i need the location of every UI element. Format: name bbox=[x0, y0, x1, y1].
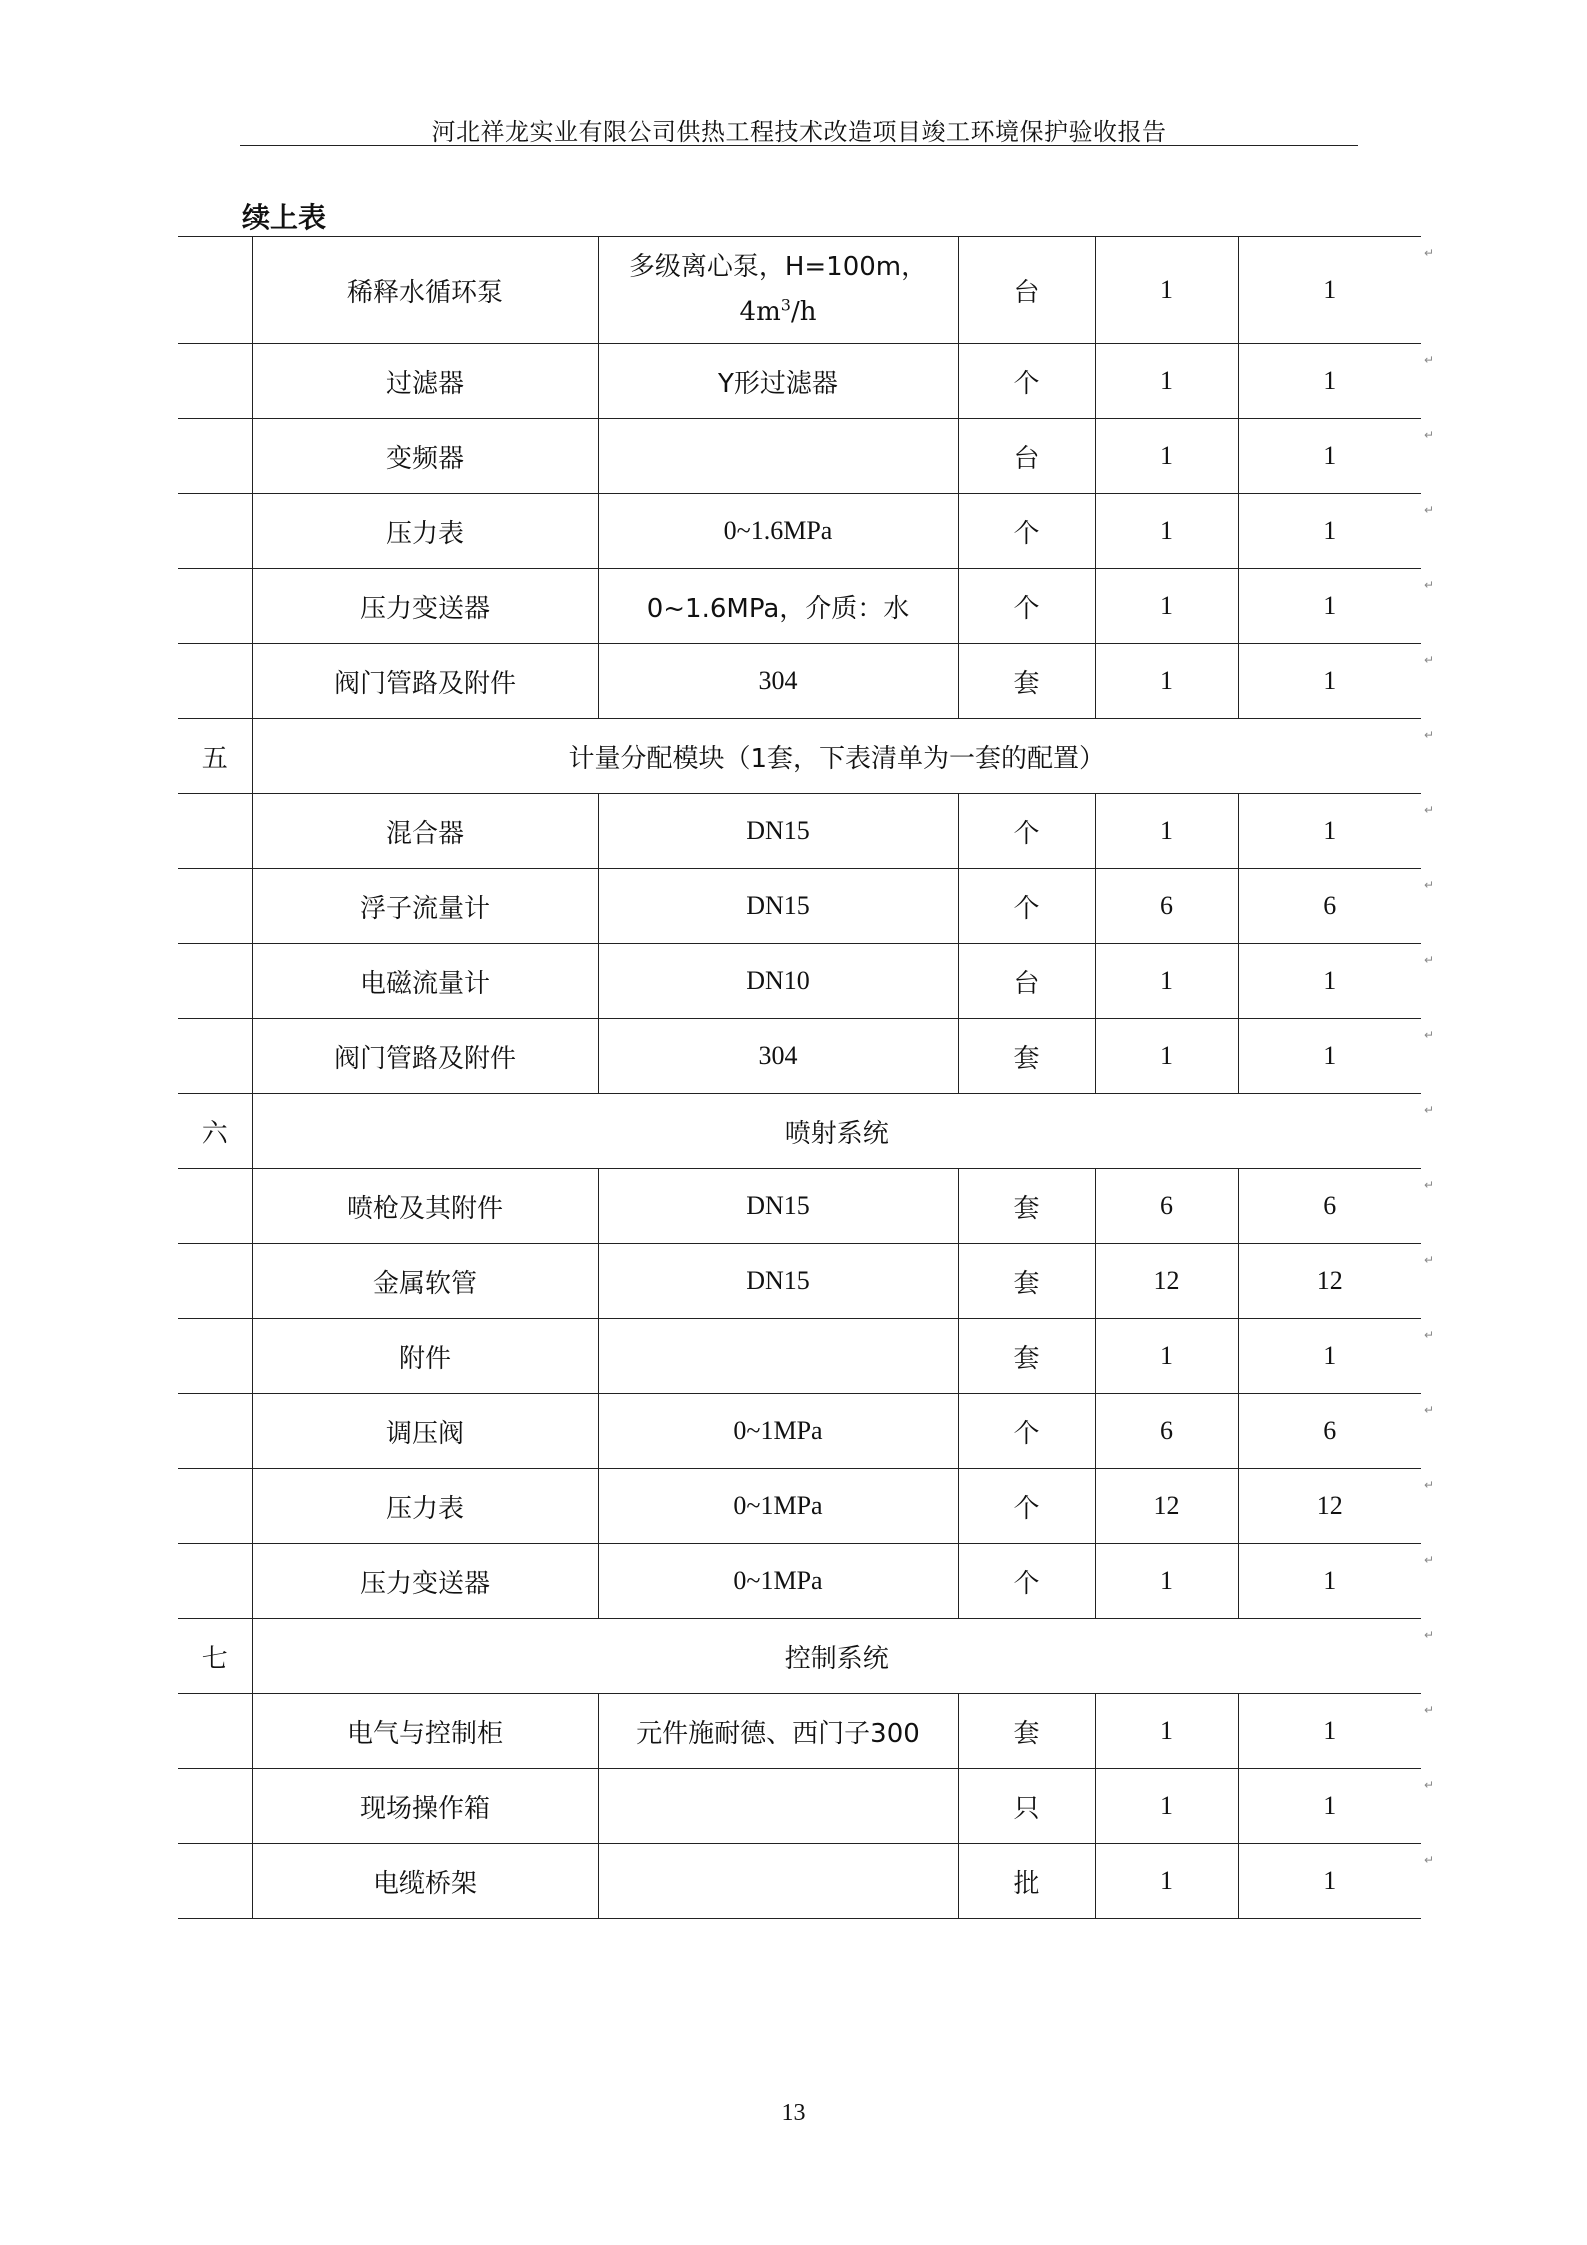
index-cell bbox=[178, 494, 252, 569]
actual-qty-cell: 12 bbox=[1238, 1469, 1421, 1544]
paragraph-mark-icon: ↵ bbox=[1424, 1328, 1435, 1342]
paragraph-mark-icon: ↵ bbox=[1424, 578, 1435, 592]
index-cell bbox=[178, 569, 252, 644]
table-row bbox=[178, 794, 1421, 869]
spec-cell bbox=[598, 1769, 958, 1844]
table-row bbox=[178, 1694, 1421, 1769]
paragraph-mark-icon: ↵ bbox=[1424, 1253, 1435, 1267]
table-row bbox=[178, 644, 1421, 719]
item-name-cell: 电缆桥架 bbox=[252, 1844, 598, 1919]
spec-cell: 元件施耐德、西门子300 bbox=[598, 1694, 958, 1769]
design-qty-cell: 1 bbox=[1095, 419, 1238, 494]
table-row bbox=[178, 1394, 1421, 1469]
spec-cell: DN10 bbox=[598, 944, 958, 1019]
spec-cell: 0~1.6MPa bbox=[598, 494, 958, 569]
spec-cell: 0~1MPa bbox=[598, 1544, 958, 1619]
unit-cell: 套 bbox=[958, 1319, 1095, 1394]
equipment-table bbox=[178, 236, 1421, 1919]
actual-qty-cell: 1 bbox=[1238, 1019, 1421, 1094]
spec-cell: DN15 bbox=[598, 794, 958, 869]
unit-cell: 批 bbox=[958, 1844, 1095, 1919]
unit-cell: 套 bbox=[958, 1019, 1095, 1094]
paragraph-mark-icon: ↵ bbox=[1424, 1853, 1435, 1867]
actual-qty-cell: 1 bbox=[1238, 419, 1421, 494]
spec-cell: 0~1.6MPa，介质：水 bbox=[598, 569, 958, 644]
design-qty-cell: 12 bbox=[1095, 1469, 1238, 1544]
spec-cell: DN15 bbox=[598, 1169, 958, 1244]
design-qty-cell: 1 bbox=[1095, 569, 1238, 644]
paragraph-mark-icon: ↵ bbox=[1424, 503, 1435, 517]
item-name-cell: 压力表 bbox=[252, 1469, 598, 1544]
design-qty-cell: 1 bbox=[1095, 1844, 1238, 1919]
actual-qty-cell: 1 bbox=[1238, 794, 1421, 869]
table-row bbox=[178, 1019, 1421, 1094]
unit-cell: 个 bbox=[958, 794, 1095, 869]
index-cell bbox=[178, 1394, 252, 1469]
design-qty-cell: 1 bbox=[1095, 237, 1238, 344]
unit-cell: 套 bbox=[958, 1694, 1095, 1769]
index-cell bbox=[178, 1469, 252, 1544]
table-row bbox=[178, 494, 1421, 569]
actual-qty-cell: 1 bbox=[1238, 1319, 1421, 1394]
paragraph-mark-icon: ↵ bbox=[1424, 1103, 1435, 1117]
index-cell bbox=[178, 344, 252, 419]
paragraph-mark-icon: ↵ bbox=[1424, 428, 1435, 442]
table-row bbox=[178, 944, 1421, 1019]
item-name-cell: 附件 bbox=[252, 1319, 598, 1394]
actual-qty-cell: 1 bbox=[1238, 1844, 1421, 1919]
unit-cell: 套 bbox=[958, 644, 1095, 719]
paragraph-mark-icon: ↵ bbox=[1424, 1703, 1435, 1717]
spec-cell: DN15 bbox=[598, 869, 958, 944]
table-row bbox=[178, 869, 1421, 944]
design-qty-cell: 12 bbox=[1095, 1244, 1238, 1319]
unit-cell: 只 bbox=[958, 1769, 1095, 1844]
item-name-cell: 稀释水循环泵 bbox=[252, 237, 598, 344]
index-cell bbox=[178, 1769, 252, 1844]
unit-cell: 台 bbox=[958, 944, 1095, 1019]
item-name-cell: 压力变送器 bbox=[252, 1544, 598, 1619]
page-number: 13 bbox=[781, 2100, 806, 2126]
paragraph-mark-icon: ↵ bbox=[1424, 953, 1435, 967]
table-row bbox=[178, 1544, 1421, 1619]
design-qty-cell: 1 bbox=[1095, 794, 1238, 869]
actual-qty-cell: 1 bbox=[1238, 1544, 1421, 1619]
table-row bbox=[178, 1244, 1421, 1319]
actual-qty-cell: 1 bbox=[1238, 237, 1421, 344]
item-name-cell: 浮子流量计 bbox=[252, 869, 598, 944]
design-qty-cell: 1 bbox=[1095, 494, 1238, 569]
paragraph-mark-icon: ↵ bbox=[1424, 1553, 1435, 1567]
table-row bbox=[178, 1169, 1421, 1244]
item-name-cell: 阀门管路及附件 bbox=[252, 1019, 598, 1094]
paragraph-mark-icon: ↵ bbox=[1424, 803, 1435, 817]
actual-qty-cell: 1 bbox=[1238, 494, 1421, 569]
section-index-cell: 五 bbox=[178, 719, 252, 794]
paragraph-mark-icon: ↵ bbox=[1424, 1403, 1435, 1417]
section-row bbox=[178, 719, 1421, 794]
item-name-cell: 压力变送器 bbox=[252, 569, 598, 644]
actual-qty-cell: 1 bbox=[1238, 1769, 1421, 1844]
unit-cell: 个 bbox=[958, 569, 1095, 644]
spec-cell bbox=[598, 1844, 958, 1919]
paragraph-mark-icon: ↵ bbox=[1424, 246, 1435, 260]
table-row bbox=[178, 1469, 1421, 1544]
index-cell bbox=[178, 1169, 252, 1244]
paragraph-mark-icon: ↵ bbox=[1424, 728, 1435, 742]
header-rule bbox=[240, 145, 1358, 146]
table-row bbox=[178, 1319, 1421, 1394]
actual-qty-cell: 1 bbox=[1238, 944, 1421, 1019]
paragraph-mark-icon: ↵ bbox=[1424, 1628, 1435, 1642]
unit-cell: 个 bbox=[958, 494, 1095, 569]
spec-cell bbox=[598, 1319, 958, 1394]
paragraph-mark-icon: ↵ bbox=[1424, 1178, 1435, 1192]
actual-qty-cell: 6 bbox=[1238, 1394, 1421, 1469]
index-cell bbox=[178, 1694, 252, 1769]
section-title-cell: 喷射系统 bbox=[252, 1094, 1421, 1169]
table-row bbox=[178, 419, 1421, 494]
section-title-cell: 控制系统 bbox=[252, 1619, 1421, 1694]
item-name-cell: 压力表 bbox=[252, 494, 598, 569]
item-name-cell: 阀门管路及附件 bbox=[252, 644, 598, 719]
unit-cell: 个 bbox=[958, 1544, 1095, 1619]
design-qty-cell: 1 bbox=[1095, 1019, 1238, 1094]
design-qty-cell: 6 bbox=[1095, 1169, 1238, 1244]
design-qty-cell: 1 bbox=[1095, 644, 1238, 719]
design-qty-cell: 1 bbox=[1095, 1544, 1238, 1619]
spec-cell: 0~1MPa bbox=[598, 1469, 958, 1544]
spec-cell bbox=[598, 419, 958, 494]
actual-qty-cell: 6 bbox=[1238, 1169, 1421, 1244]
index-cell bbox=[178, 419, 252, 494]
paragraph-mark-icon: ↵ bbox=[1424, 878, 1435, 892]
item-name-cell: 过滤器 bbox=[252, 344, 598, 419]
unit-cell: 个 bbox=[958, 344, 1095, 419]
spec-cell: 0~1MPa bbox=[598, 1394, 958, 1469]
index-cell bbox=[178, 1244, 252, 1319]
item-name-cell: 混合器 bbox=[252, 794, 598, 869]
section-row bbox=[178, 1619, 1421, 1694]
section-row bbox=[178, 1094, 1421, 1169]
spec-cell: 多级离心泵，H=100m， $4m^3/h$ bbox=[598, 237, 958, 344]
item-name-cell: 调压阀 bbox=[252, 1394, 598, 1469]
spec-cell: Y形过滤器 bbox=[598, 344, 958, 419]
paragraph-mark-icon: ↵ bbox=[1424, 1478, 1435, 1492]
design-qty-cell: 1 bbox=[1095, 1694, 1238, 1769]
spec-cell: DN15 bbox=[598, 1244, 958, 1319]
section-index-cell: 七 bbox=[178, 1619, 252, 1694]
item-name-cell: 电磁流量计 bbox=[252, 944, 598, 1019]
design-qty-cell: 1 bbox=[1095, 944, 1238, 1019]
index-cell bbox=[178, 1544, 252, 1619]
section-index-cell: 六 bbox=[178, 1094, 252, 1169]
design-qty-cell: 1 bbox=[1095, 1319, 1238, 1394]
paragraph-mark-icon: ↵ bbox=[1424, 353, 1435, 367]
paragraph-mark-icon: ↵ bbox=[1424, 653, 1435, 667]
table-row bbox=[178, 237, 1421, 344]
index-cell bbox=[178, 869, 252, 944]
design-qty-cell: 1 bbox=[1095, 1769, 1238, 1844]
item-name-cell: 变频器 bbox=[252, 419, 598, 494]
design-qty-cell: 1 bbox=[1095, 344, 1238, 419]
actual-qty-cell: 6 bbox=[1238, 869, 1421, 944]
table-row bbox=[178, 1769, 1421, 1844]
table-row bbox=[178, 344, 1421, 419]
item-name-cell: 电气与控制柜 bbox=[252, 1694, 598, 1769]
unit-cell: 台 bbox=[958, 237, 1095, 344]
paragraph-mark-icon: ↵ bbox=[1424, 1778, 1435, 1792]
unit-cell: 台 bbox=[958, 419, 1095, 494]
actual-qty-cell: 1 bbox=[1238, 569, 1421, 644]
design-qty-cell: 6 bbox=[1095, 869, 1238, 944]
design-qty-cell: 6 bbox=[1095, 1394, 1238, 1469]
actual-qty-cell: 1 bbox=[1238, 1694, 1421, 1769]
actual-qty-cell: 1 bbox=[1238, 344, 1421, 419]
index-cell bbox=[178, 237, 252, 344]
continued-label: 续上表 bbox=[242, 201, 327, 234]
unit-cell: 个 bbox=[958, 1469, 1095, 1544]
item-name-cell: 喷枪及其附件 bbox=[252, 1169, 598, 1244]
actual-qty-cell: 12 bbox=[1238, 1244, 1421, 1319]
unit-cell: 个 bbox=[958, 869, 1095, 944]
paragraph-mark-icon: ↵ bbox=[1424, 1028, 1435, 1042]
actual-qty-cell: 1 bbox=[1238, 644, 1421, 719]
table-row bbox=[178, 1844, 1421, 1919]
index-cell bbox=[178, 944, 252, 1019]
running-header: 河北祥龙实业有限公司供热工程技术改造项目竣工环境保护验收报告 bbox=[431, 118, 1167, 146]
index-cell bbox=[178, 644, 252, 719]
unit-cell: 个 bbox=[958, 1394, 1095, 1469]
unit-cell: 套 bbox=[958, 1244, 1095, 1319]
spec-cell: 304 bbox=[598, 1019, 958, 1094]
section-title-cell: 计量分配模块（1套，下表清单为一套的配置） bbox=[252, 719, 1421, 794]
spec-cell: 304 bbox=[598, 644, 958, 719]
index-cell bbox=[178, 1319, 252, 1394]
item-name-cell: 现场操作箱 bbox=[252, 1769, 598, 1844]
table-row bbox=[178, 569, 1421, 644]
unit-cell: 套 bbox=[958, 1169, 1095, 1244]
index-cell bbox=[178, 794, 252, 869]
index-cell bbox=[178, 1019, 252, 1094]
index-cell bbox=[178, 1844, 252, 1919]
item-name-cell: 金属软管 bbox=[252, 1244, 598, 1319]
